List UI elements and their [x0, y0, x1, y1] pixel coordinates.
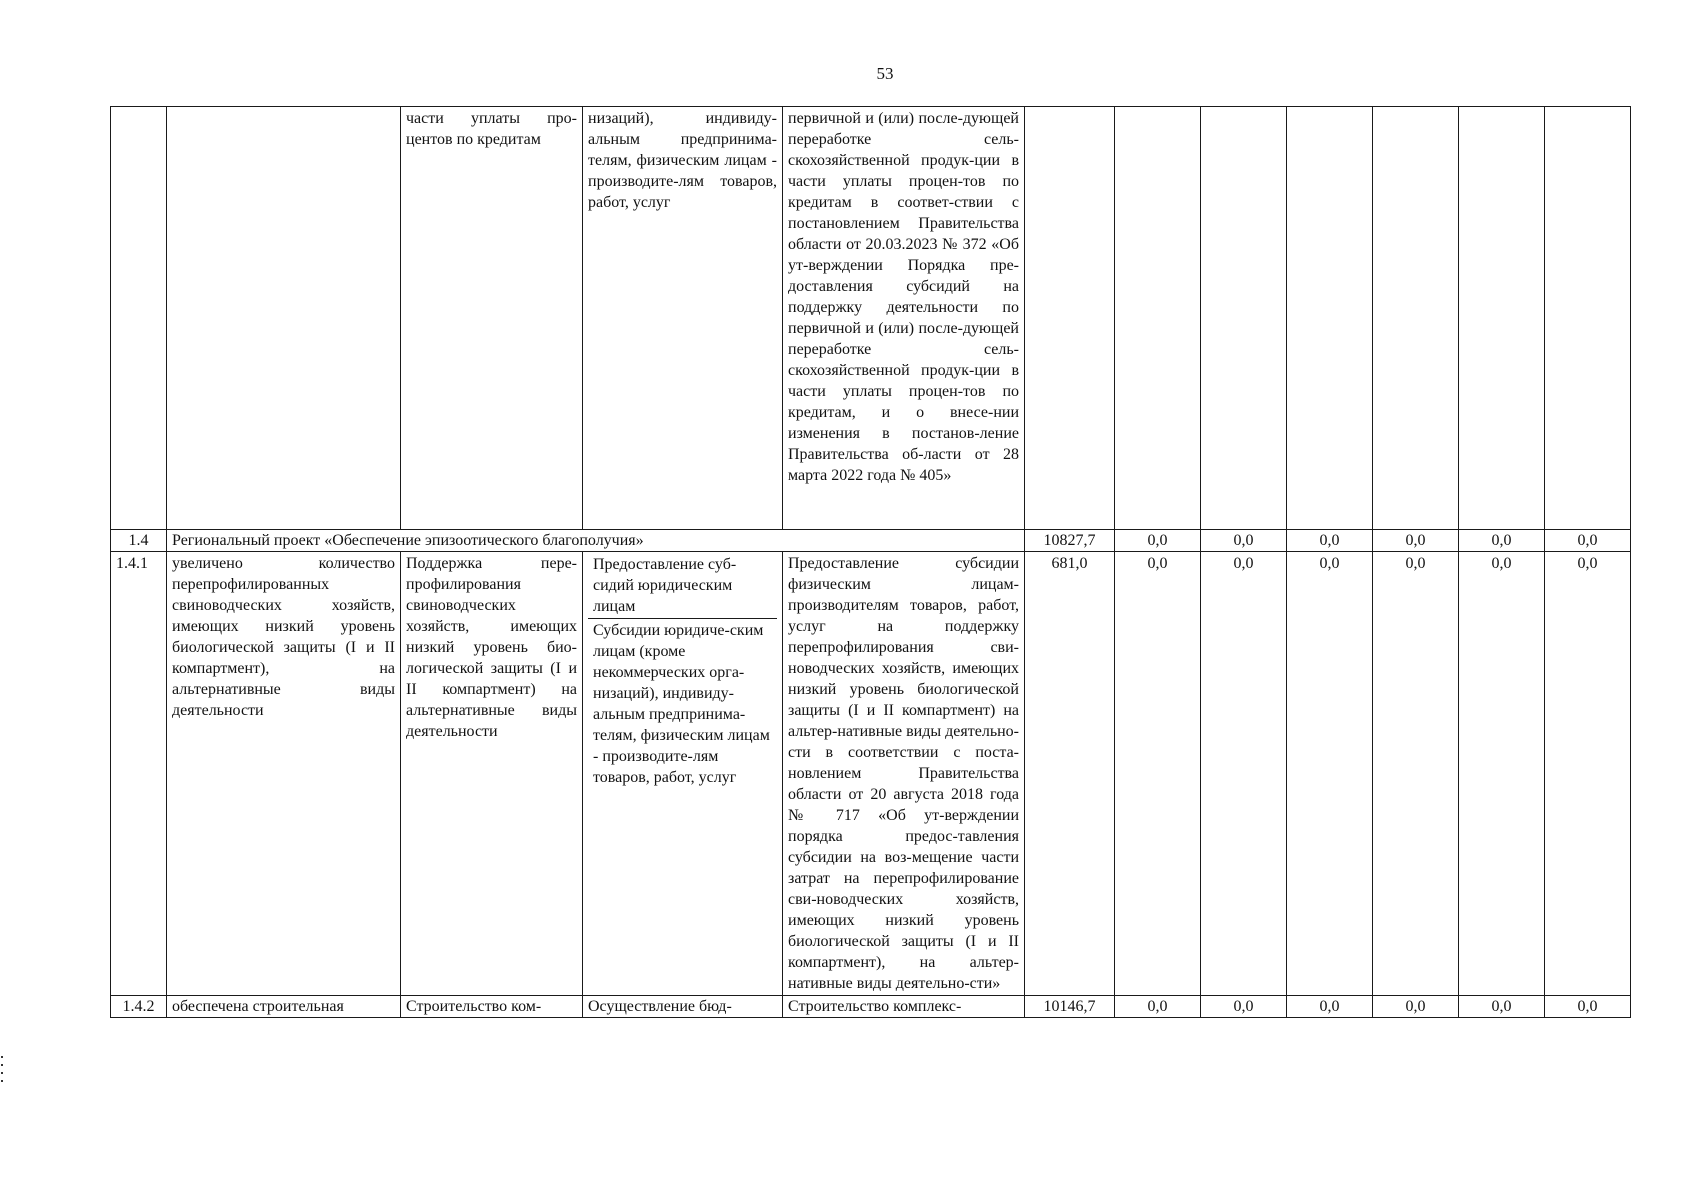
cell-value — [1287, 107, 1373, 530]
cell-value — [1459, 107, 1545, 530]
cell-value: 0,0 — [1373, 996, 1459, 1018]
cell-value: 681,0 — [1025, 552, 1115, 996]
program-table — [110, 106, 1631, 1018]
cell-value — [1373, 107, 1459, 530]
cell-description: первичной и (или) после-дующей переработке сель-скохозяйственной продук-ции в части уплаты процен-тов по кредитам в соответ-ствии с постановлением Правительства области от 20.03.2023 № 372 «Об ут-верждении Порядка пре-доставления субсидий на поддержку деятельности по первичной и (или) после-дующей переработке сель-скохозяйственной продук-ции в части уплаты процен-тов по кредитам, и о внесе-нии изменения в постанов-ление Правительства об-ласти от 28 марта 2022 года № 405» — [783, 107, 1025, 530]
table-row-1-4 — [111, 530, 1631, 552]
cell-index: 1.4 — [111, 530, 167, 552]
cell-value: 0,0 — [1545, 552, 1631, 996]
cell-project-title: Региональный проект «Обеспечение эпизоотического благополучия» — [167, 530, 1025, 552]
cell-value: 0,0 — [1545, 996, 1631, 1018]
cell-description: Предоставление субсидии физическим лицам-производителям товаров, работ, услуг на поддержку перепрофилирования сви-новодческих хозяйств, имеющих низкий уровень биологической защиты (I и II компартмент) на альтер-нативные виды деятельно-сти в соответствии с поста-новлением Правительства области от 20 августа 2018 года № 717 «Об ут-верждении порядка предос-тавления субсидии на воз-мещение части затрат на перепрофилирование сви-новодческих хозяйств, имеющих низкий уровень биологической защиты (I и II компартмент), на альтер-нативные виды деятельно-сти» — [783, 552, 1025, 996]
cell-value: 0,0 — [1287, 996, 1373, 1018]
cell-type-detail: Субсидии юридиче-ским лицам (кроме некоммерческих орга-низаций), индивиду-альным предпринима-телям, физическим лицам - производите-лям товаров, работ, услуг — [593, 622, 770, 786]
cell-value: 0,0 — [1373, 530, 1459, 552]
cell-value: 0,0 — [1459, 996, 1545, 1018]
scan-margin-marks — [0, 1050, 6, 1088]
cell-value: 0,0 — [1201, 996, 1287, 1018]
cell-result: обеспечена строительная — [167, 996, 401, 1018]
cell-type-kind: Предоставление суб-сидий юридическим лицам — [588, 553, 777, 619]
cell-measure: Строительство ком- — [401, 996, 583, 1018]
cell-value: 10827,7 — [1025, 530, 1115, 552]
table-row-1-4-1 — [111, 552, 1631, 996]
cell-value — [1545, 107, 1631, 530]
cell-value: 0,0 — [1287, 552, 1373, 996]
cell-value: 10146,7 — [1025, 996, 1115, 1018]
cell-value: 0,0 — [1373, 552, 1459, 996]
cell-measure: Поддержка пере-профилирования свиноводческих хозяйств, имеющих низкий уровень био-логической защиты (I и II компартмент) на альтернативные виды деятельности — [401, 552, 583, 996]
cell-value: 0,0 — [1115, 996, 1201, 1018]
cell-value: 0,0 — [1459, 552, 1545, 996]
cell-type: Осуществление бюд- — [583, 996, 783, 1018]
cell-measure: части уплаты про-центов по кредитам — [401, 107, 583, 530]
cell-value — [1115, 107, 1201, 530]
cell-result: увеличено количество перепрофилированных свиноводческих хозяйств, имеющих низкий уровень биологической защиты (I и II компартмент), на альтернативные виды деятельности — [167, 552, 401, 996]
cell-type — [583, 552, 783, 996]
cell-value: 0,0 — [1201, 552, 1287, 996]
cell-result — [167, 107, 401, 530]
cell-value: 0,0 — [1115, 552, 1201, 996]
cell-index — [111, 107, 167, 530]
table-row-continuation — [111, 107, 1631, 530]
cell-value: 0,0 — [1287, 530, 1373, 552]
table-row-1-4-2 — [111, 996, 1631, 1018]
page-number: 53 — [876, 64, 894, 83]
cell-value: 0,0 — [1201, 530, 1287, 552]
cell-value: 0,0 — [1115, 530, 1201, 552]
cell-value — [1025, 107, 1115, 530]
cell-type: низаций), индивиду-альным предпринима-телям, физическим лицам - производите-лям товаров, работ, услуг — [583, 107, 783, 530]
cell-value: 0,0 — [1459, 530, 1545, 552]
cell-value — [1201, 107, 1287, 530]
cell-index: 1.4.1 — [111, 552, 167, 996]
cell-index: 1.4.2 — [111, 996, 167, 1018]
cell-value: 0,0 — [1545, 530, 1631, 552]
cell-description: Строительство комплекс- — [783, 996, 1025, 1018]
